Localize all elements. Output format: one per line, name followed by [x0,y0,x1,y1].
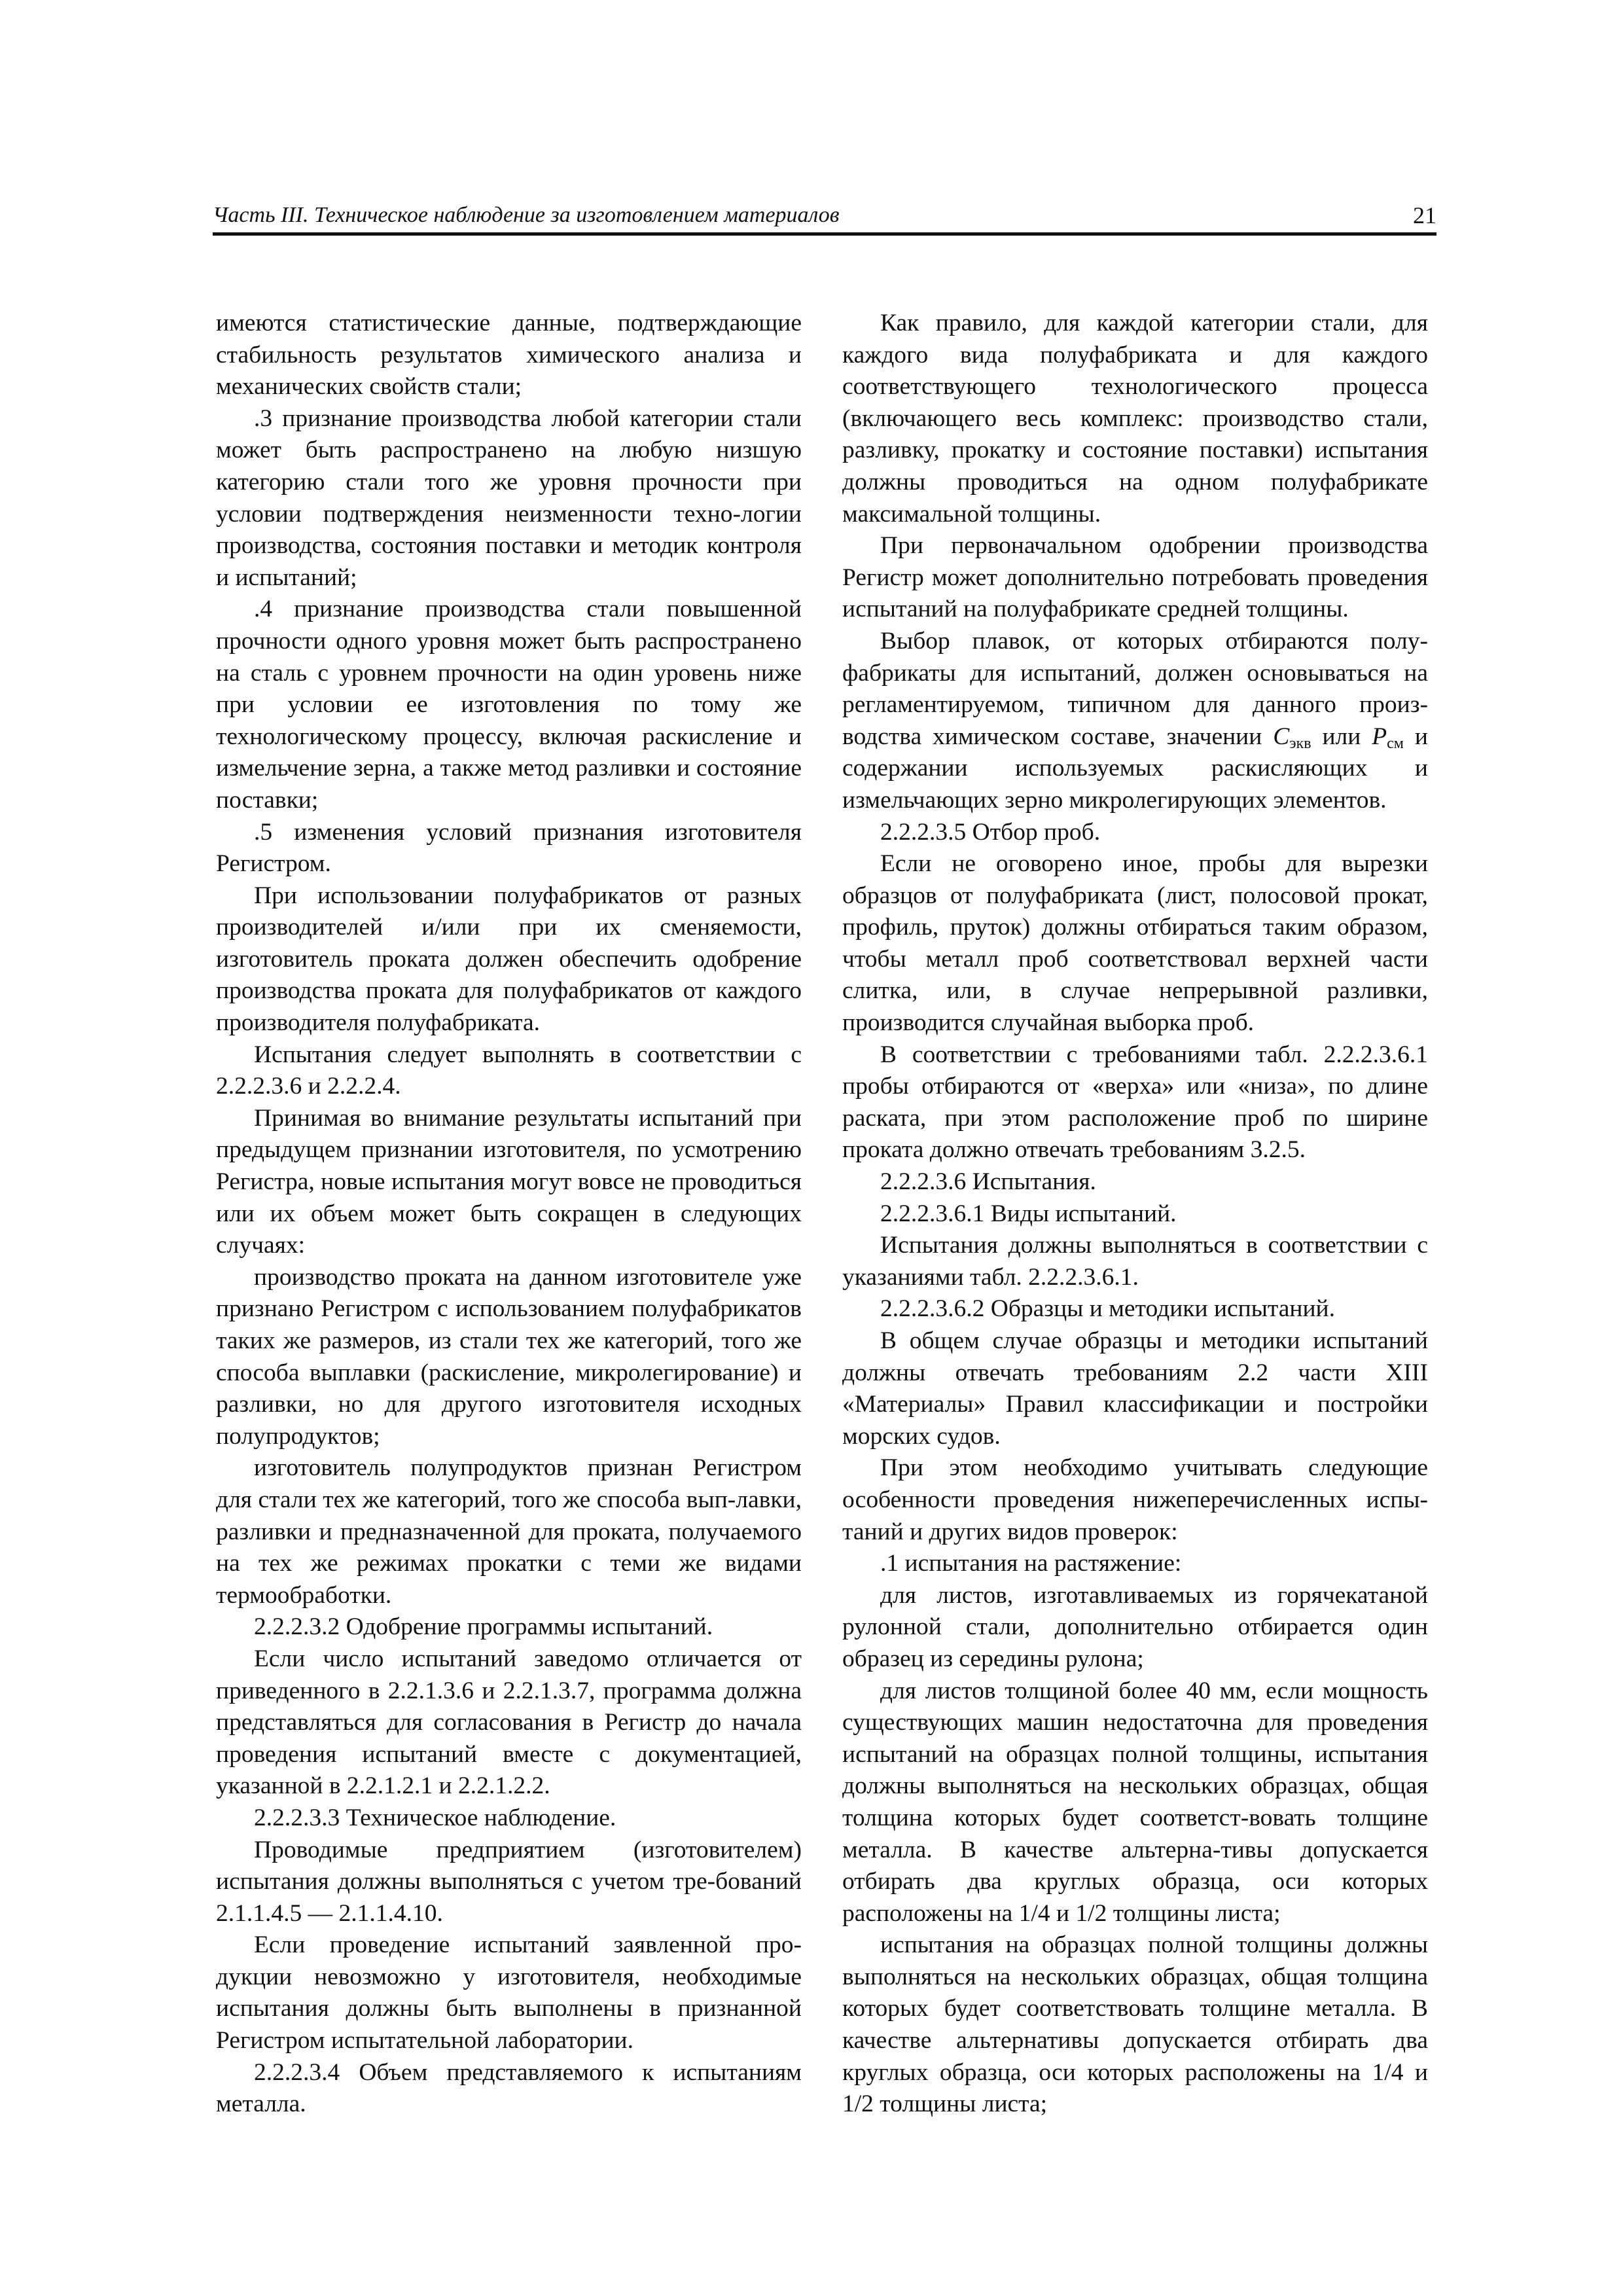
section-heading: 2.2.2.3.2 Одобрение программы испытаний. [254,1613,713,1641]
page-number: 21 [1413,202,1436,228]
paragraph: В общем случае образцы и методики испытаний должны отвечать требованиям 2.2 части XIII «Материалы» Правил классификации и постройки морских судов. [842,1327,1428,1450]
paragraph [842,626,1428,817]
paragraph: производство проката на данном изготовителе уже признано Регистром с использованием полуфабрикатов таких же размеров, из стали тех же категорий, того же способа выплавки (раскисление, микролегирование) и разливки, но для другого изготовителя исходных полупродуктов; [216,1263,802,1450]
paragraph: При использовании полуфабрикатов от разных производителей и/или при их сменяемости, изготовитель проката должен обеспечить одобрение производства проката для полуфабрикатов от каждого производителя полуфабриката. [216,882,802,1037]
paragraph: Проводимые предприятием (изготовителем) испытания должны выполняться с учетом тре-бований 2.1.1.4.5 — 2.1.1.4.10. [216,1836,802,1927]
paragraph: имеются статистические данные, подтверждающие стабильность результатов химического анализа и механических свойств стали; [216,310,802,401]
paragraph-text: Выбор плавок, от которых отбираются полу-фабрикаты для испытаний, должен основываться на регламентируемом, типичном для данного произ-водства химическом составе, значении [842,627,1428,750]
paragraph: для листов, изготавливаемых из горячекатаной рулонной стали, дополнительно отбирается один образец из середины рулона; [842,1581,1428,1672]
right-column [842,308,1428,2121]
section-heading: 2.2.2.3.6 Испытания. [880,1168,1096,1196]
paragraph: .3 признание производства любой категории стали может быть распространено на любую низшую категорию стали того же уровня прочности при условии подтверждения неизменности техно-логии производства, состояния поставки и методик контроля и испытаний; [216,404,802,591]
paragraph: Принимая во внимание результаты испытаний при предыдущем признании изготовителя, по усмотрению Регистра, новые испытания могут вовсе не проводиться или их объем может быть сокращен в следующих случаях: [216,1104,802,1259]
paragraph: Как правило, для каждой категории стали, для каждого вида полуфабриката и для каждого соответствующего технологического процесса (включающего весь комплекс: производство стали, разливку, прокатку и состояние поставки) испытания должны проводиться на одном полуфабрикате максимальной толщины. [842,310,1428,528]
paragraph: Испытания следует выполнять в соответствии с 2.2.2.3.6 и 2.2.2.4. [216,1041,802,1100]
paragraph: .4 признание производства стали повышенной прочности одного уровня может быть распространено на сталь с уровнем прочности на один уровень ниже при условии ее изготовления по тому же технологическому процессу, включая раскисление и измельчение зерна, а также метод разливки и состояние поставки; [216,596,802,814]
paragraph: Если число испытаний заведомо отличается от приведенного в 2.2.1.3.6 и 2.2.1.3.7, программа должна представляться для согласования в Регистр до начала проведения испытаний вместе с документацией, указанной в 2.2.1.2.1 и 2.2.1.2.2. [216,1645,802,1800]
paragraph: испытания на образцах полной толщины должны выполняться на нескольких образцах, общая толщина которых будет соответствовать толщине металла. В качестве альтернативы допускается отбирать два круглых образца, оси которых расположены на 1/4 и 1/2 толщины листа; [842,1931,1428,2118]
c-equivalent-index: экв [1289,734,1311,752]
section-heading: 2.2.2.3.6.1 Виды испытаний. [880,1200,1177,1227]
paragraph: Испытания должны выполняться в соответствии с указаниями табл. 2.2.2.3.6.1. [842,1232,1428,1291]
paragraph: изготовитель полупродуктов признан Регистром для стали тех же категорий, того же способа вып-лавки, разливки и предназначенной для проката, получаемого на тех же режимах прокатки с теми же видами термообработки. [216,1454,802,1609]
p-cm-index: см [1387,734,1404,752]
paragraph-text: или [1311,723,1372,750]
section-heading: 2.2.2.3.5 Отбор проб. [880,818,1101,846]
section-heading: 2.2.2.3.3 Техническое наблюдение. [254,1804,616,1831]
paragraph: Если не оговорено иное, пробы для вырезки образцов от полуфабриката (лист, полосовой прокат, профиль, пруток) должны отбираться таким образом, чтобы металл проб соответствовал верхней части слитка, или, в случае непрерывной разливки, производится случайная выборка проб. [842,850,1428,1037]
section-heading: 2.2.2.3.6.2 Образцы и методики испытаний. [880,1295,1335,1323]
paragraph: В соответствии с требованиями табл. 2.2.2.3.6.1 пробы отбираются от «верха» или «низа», по длине раската, при этом расположение проб по ширине проката должно отвечать требованиям 3.2.5. [842,1041,1428,1164]
paragraph: для листов толщиной более 40 мм, если мощность существующих машин недостаточна для проведения испытаний на образцах полной толщины, испытания должны выполняться на нескольких образцах, общая толщина которых будет соответст-вовать толщине металла. В качестве альтерна-тивы допускается отбирать два круглых образца, оси которых расположены на 1/4 и 1/2 толщины листа; [842,1677,1428,1927]
paragraph: При первоначальном одобрении производства Регистр может дополнительно потребовать проведения испытаний на полуфабрикате средней толщины. [842,532,1428,623]
paragraph: .5 изменения условий признания изготовителя Регистром. [216,818,802,878]
running-header [213,195,1436,236]
left-column [216,308,802,2121]
p-cm-symbol: P [1372,723,1387,750]
paragraph: При этом необходимо учитывать следующие особенности проведения нижеперечисленных испы-таний и других видов проверок: [842,1454,1428,1545]
paragraph: .1 испытания на растяжение: [880,1550,1182,1577]
section-heading: 2.2.2.3.4 Объем представляемого к испытаниям металла. [216,2058,802,2118]
paragraph: Если проведение испытаний заявленной про-дукции невозможно у изготовителя, необходимые испытания должны быть выполнены в признанной Регистром испытательной лаборатории. [216,1931,802,2054]
header-title: Часть III. Техническое наблюдение за изготовлением материалов [213,203,840,227]
c-equivalent-symbol: C [1273,723,1290,750]
paragraph-text: и содержании используемых раскисляющих и измельчающих зерно микролегирующих элементов. [842,723,1428,814]
